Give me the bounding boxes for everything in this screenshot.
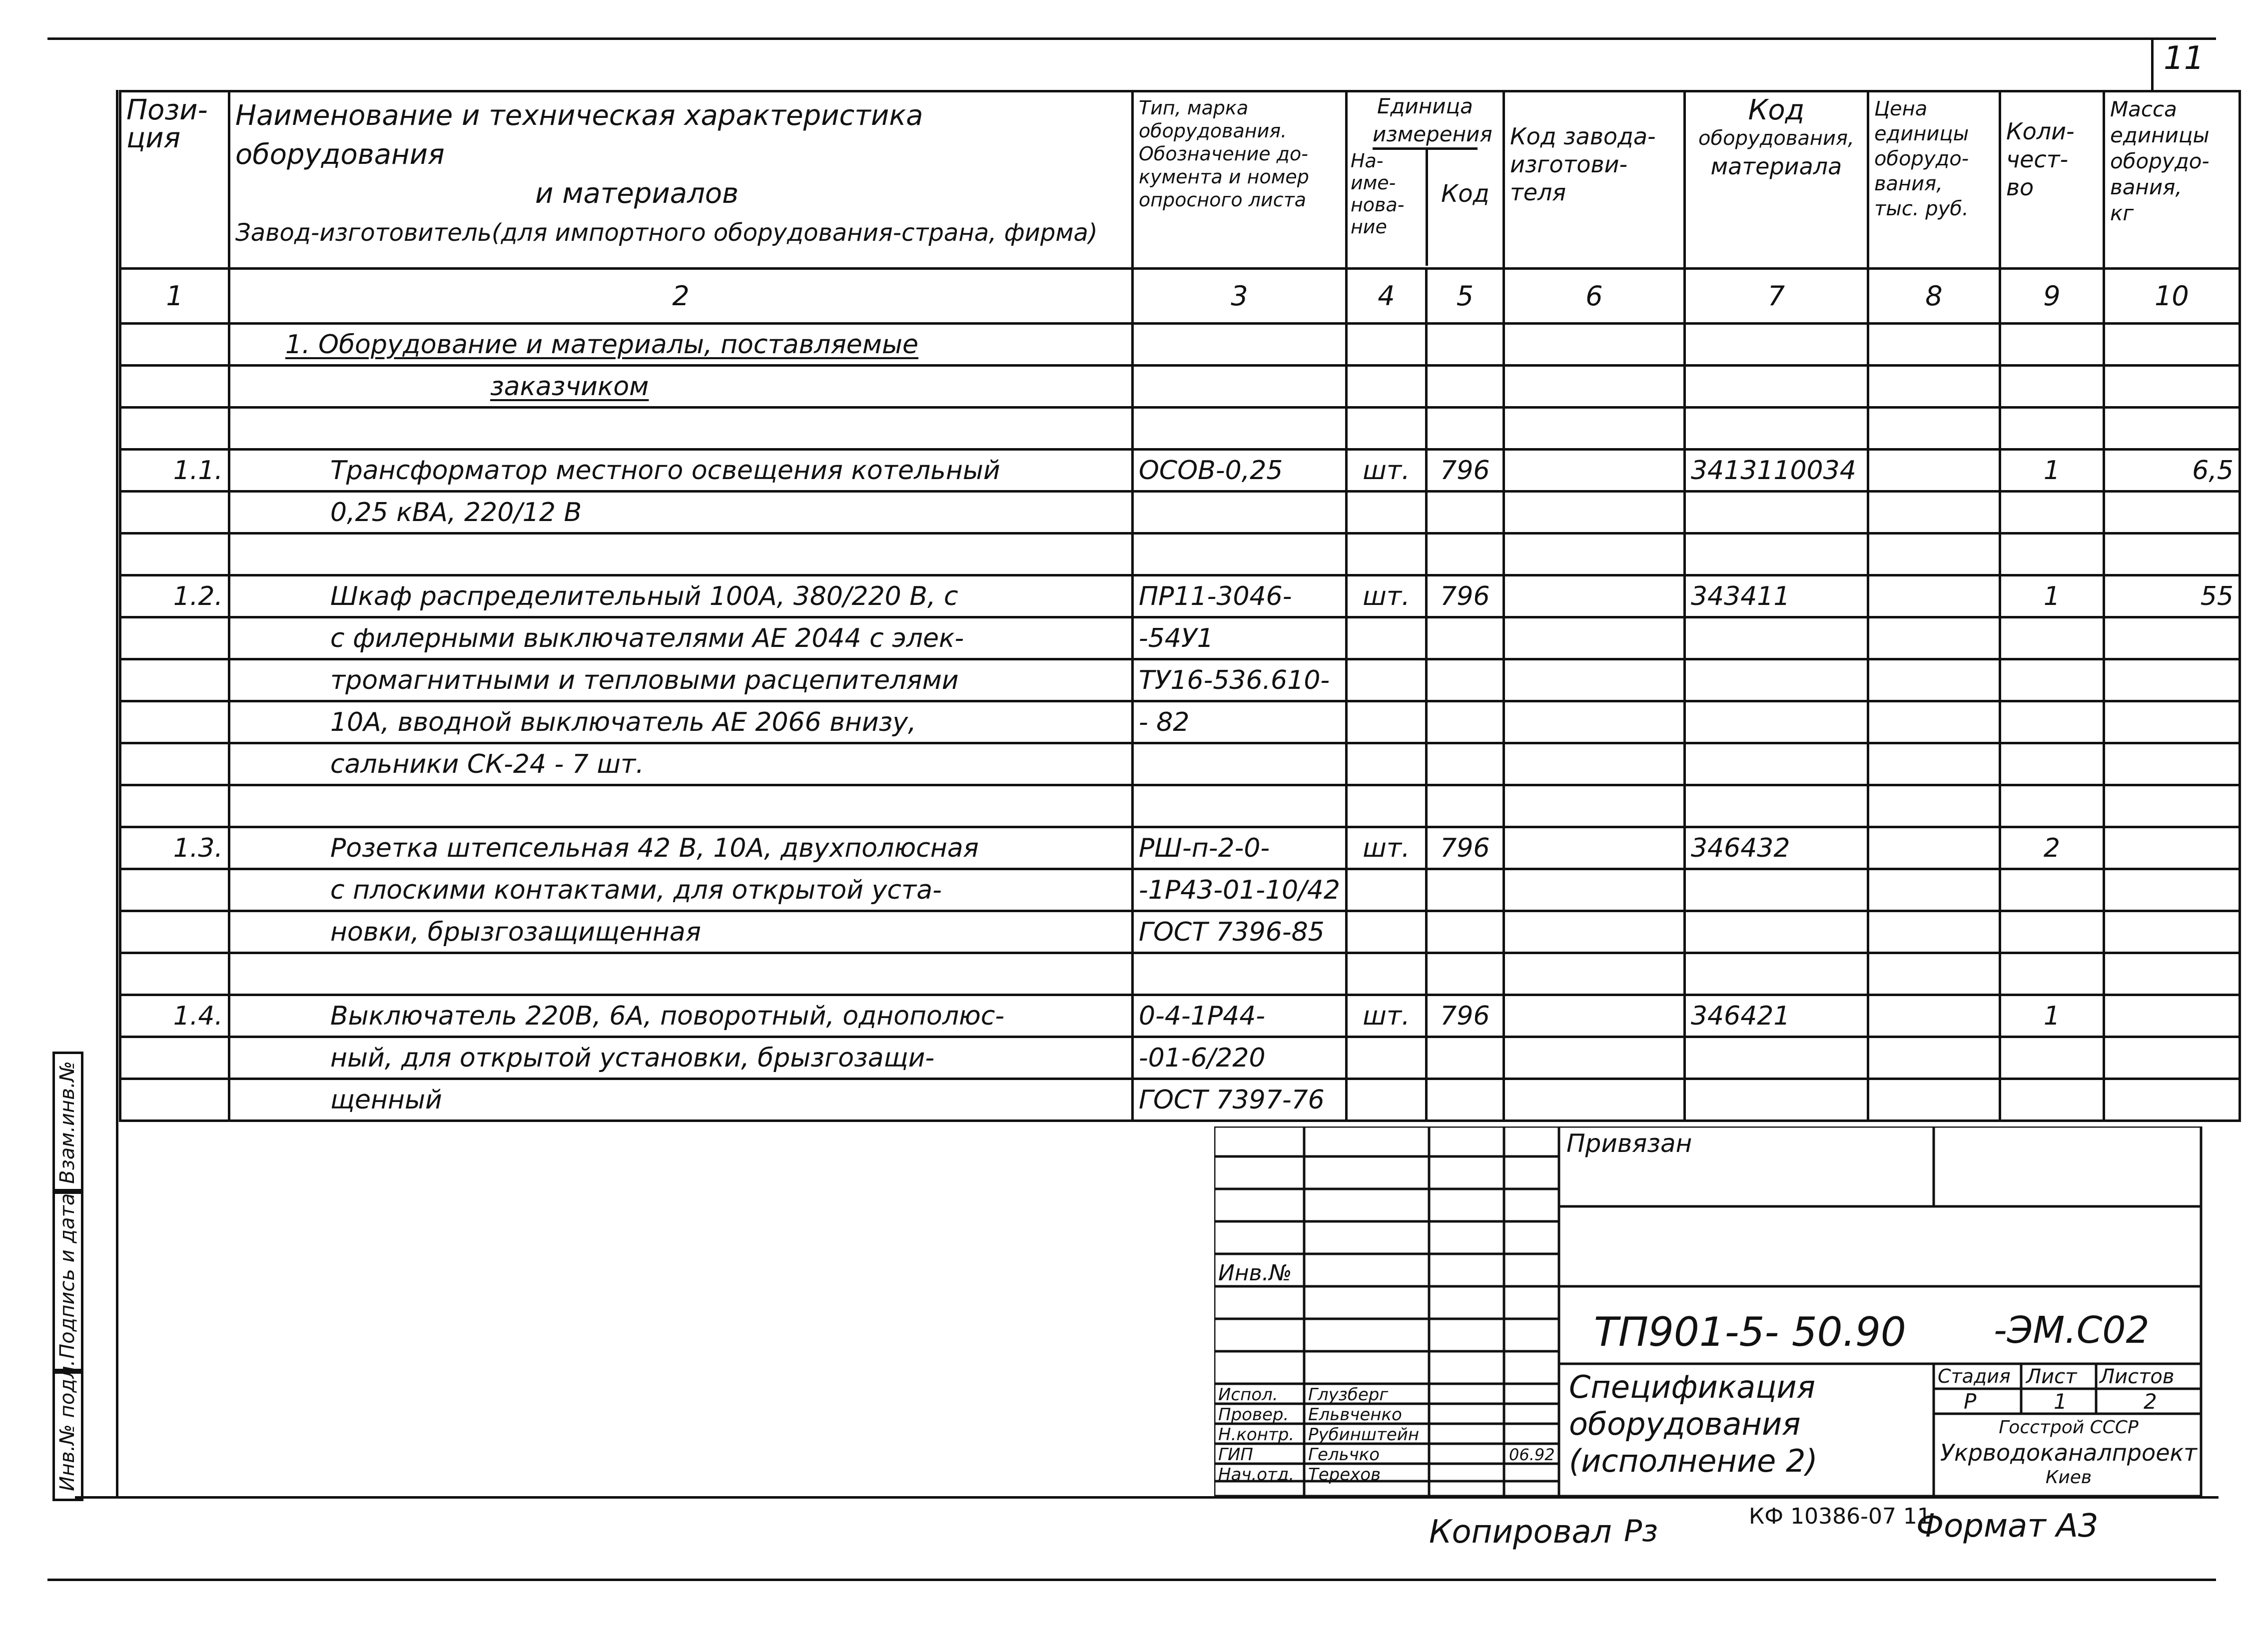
item-mfr-code — [1503, 617, 1684, 659]
item-position — [120, 701, 229, 743]
item-mfr-code — [1503, 995, 1684, 1037]
empty-cell — [1503, 953, 1684, 995]
item-description: тромагнитными и тепловыми расцепителями — [229, 659, 1133, 701]
item-equip-code: 343411 — [1684, 575, 1868, 617]
empty-cell — [229, 953, 1133, 995]
item-price — [1868, 659, 2000, 701]
empty-cell — [1684, 534, 1868, 575]
blank-row — [120, 534, 2240, 575]
empty-cell — [1133, 366, 1347, 408]
item-unit-code — [1426, 617, 1503, 659]
empty-cell — [1346, 408, 1426, 450]
item-unit-code: 796 — [1426, 450, 1503, 492]
item-qty — [2000, 1037, 2104, 1079]
empty-cell — [1346, 324, 1426, 366]
item-description: 10А, вводной выключатель АЕ 2066 внизу, — [229, 701, 1133, 743]
item-unit-code — [1426, 659, 1503, 701]
item-mfr-code — [1503, 659, 1684, 701]
empty-cell — [2104, 408, 2240, 450]
frame-left-line — [116, 90, 118, 1499]
empty-cell — [1133, 534, 1347, 575]
empty-cell — [1133, 324, 1347, 366]
item-mass — [2104, 911, 2240, 953]
item-row — [120, 1037, 2240, 1079]
item-qty — [2000, 659, 2104, 701]
page-number-box-left — [2151, 37, 2154, 90]
role-label: Испол. — [1218, 1385, 1278, 1405]
item-type — [1133, 743, 1347, 785]
header-row — [120, 91, 2240, 269]
item-mfr-code — [1503, 827, 1684, 869]
item-mfr-code — [1503, 575, 1684, 617]
item-qty — [2000, 617, 2104, 659]
item-equip-code — [1684, 617, 1868, 659]
footer-copied: Копировал — [1429, 1514, 1612, 1551]
item-unit — [1346, 743, 1426, 785]
empty-cell — [2104, 953, 2240, 995]
person-name: Ельвченко — [1308, 1405, 1402, 1425]
header-type: Тип, марка оборудования. Обозначение до- кумента и номер опросного листа — [1133, 91, 1347, 269]
doc-suffix: -ЭМ.С02 — [1994, 1309, 2150, 1352]
item-description: щенный — [229, 1079, 1133, 1121]
stage-value: Р — [1964, 1389, 1977, 1414]
item-equip-code — [1684, 1079, 1868, 1121]
item-type: 0-4-1Р44- — [1133, 995, 1347, 1037]
item-unit — [1346, 869, 1426, 911]
empty-cell — [1684, 408, 1868, 450]
item-row — [120, 492, 2240, 534]
item-unit-code — [1426, 869, 1503, 911]
item-mfr-code — [1503, 869, 1684, 911]
item-qty — [2000, 701, 2104, 743]
item-equip-code — [1684, 1037, 1868, 1079]
item-position: 1.2. — [120, 575, 229, 617]
empty-cell — [1503, 534, 1684, 575]
item-mass — [2104, 743, 2240, 785]
item-mass — [2104, 1037, 2240, 1079]
sheets-value: 2 — [2144, 1389, 2157, 1414]
item-price — [1868, 617, 2000, 659]
empty-cell — [2000, 408, 2104, 450]
item-unit-code: 796 — [1426, 995, 1503, 1037]
header-equip-code: Код оборудования, материала — [1684, 91, 1868, 269]
item-position: 1.3. — [120, 827, 229, 869]
item-mass — [2104, 701, 2240, 743]
item-description: Трансформатор местного освещения котельный — [229, 450, 1133, 492]
item-description: с филерными выключателями АЕ 2044 с элек- — [229, 617, 1133, 659]
empty-cell — [1684, 324, 1868, 366]
col-number: 5 — [1426, 269, 1503, 324]
item-equip-code — [1684, 659, 1868, 701]
item-row — [120, 617, 2240, 659]
empty-cell — [2000, 324, 2104, 366]
inv-no-label: Инв.№ — [1218, 1260, 1292, 1286]
empty-cell — [120, 408, 229, 450]
header-mass: Масса единицы оборудо- вания, кг — [2104, 91, 2240, 269]
empty-cell — [1684, 785, 1868, 827]
item-position — [120, 659, 229, 701]
item-unit-code — [1426, 492, 1503, 534]
empty-cell — [1426, 324, 1503, 366]
item-row — [120, 995, 2240, 1037]
empty-cell — [2000, 785, 2104, 827]
item-mass: 55 — [2104, 575, 2240, 617]
privyazan-label: Привязан — [1566, 1129, 1692, 1158]
item-position — [120, 911, 229, 953]
item-type: РШ-п-2-0- — [1133, 827, 1347, 869]
empty-cell — [1426, 534, 1503, 575]
empty-cell — [120, 953, 229, 995]
empty-cell — [1346, 534, 1426, 575]
empty-cell — [2104, 324, 2240, 366]
item-price — [1868, 1037, 2000, 1079]
empty-cell — [229, 408, 1133, 450]
item-type: ГОСТ 7396-85 — [1133, 911, 1347, 953]
empty-cell — [2000, 534, 2104, 575]
item-unit — [1346, 701, 1426, 743]
empty-cell — [1426, 408, 1503, 450]
item-unit-code — [1426, 701, 1503, 743]
item-position: 1.1. — [120, 450, 229, 492]
empty-cell — [120, 534, 229, 575]
item-row — [120, 701, 2240, 743]
item-qty — [2000, 869, 2104, 911]
item-type: -1Р43-01-10/42 — [1133, 869, 1347, 911]
item-qty: 2 — [2000, 827, 2104, 869]
item-description: сальники СК-24 - 7 шт. — [229, 743, 1133, 785]
item-unit: шт. — [1346, 995, 1426, 1037]
specification-table — [119, 90, 2241, 1122]
empty-cell — [1868, 534, 2000, 575]
header-mfr-code: Код завода- изготови- теля — [1503, 91, 1684, 269]
item-mfr-code — [1503, 450, 1684, 492]
item-type: -54У1 — [1133, 617, 1347, 659]
empty-cell — [1426, 953, 1503, 995]
item-row — [120, 575, 2240, 617]
item-unit — [1346, 659, 1426, 701]
item-unit — [1346, 492, 1426, 534]
header-unit-name: На- име- нова- ние — [1348, 150, 1428, 266]
item-unit — [1346, 617, 1426, 659]
item-row — [120, 1079, 2240, 1121]
item-unit-code: 796 — [1426, 827, 1503, 869]
blank-row — [120, 953, 2240, 995]
footer-format: Формат А3 — [1916, 1508, 2099, 1545]
item-type: ГОСТ 7397-76 — [1133, 1079, 1347, 1121]
item-qty — [2000, 743, 2104, 785]
item-unit — [1346, 911, 1426, 953]
column-numbers-row — [120, 269, 2240, 324]
person-name: Глузберг — [1308, 1385, 1389, 1405]
item-unit — [1346, 1079, 1426, 1121]
empty-cell — [2104, 366, 2240, 408]
col-number: 4 — [1346, 269, 1426, 324]
empty-cell — [1503, 408, 1684, 450]
col-number: 1 — [120, 269, 229, 324]
item-price — [1868, 701, 2000, 743]
sheets-label: Листов — [2100, 1365, 2175, 1388]
item-unit: шт. — [1346, 575, 1426, 617]
item-equip-code: 3413110034 — [1684, 450, 1868, 492]
item-mfr-code — [1503, 911, 1684, 953]
item-price — [1868, 827, 2000, 869]
item-qty — [2000, 492, 2104, 534]
item-description: с плоскими контактами, для открытой уста- — [229, 869, 1133, 911]
item-unit: шт. — [1346, 450, 1426, 492]
section-title: заказчиком — [229, 366, 1133, 408]
item-price — [1868, 869, 2000, 911]
side-stamp-signature-label: Подпись и дата — [56, 1193, 79, 1359]
org-block: Госстрой СССР Укрводоканалпроект Киев — [1940, 1417, 2198, 1488]
item-row — [120, 659, 2240, 701]
item-price — [1868, 995, 2000, 1037]
empty-cell — [1684, 366, 1868, 408]
item-price — [1868, 575, 2000, 617]
col-number: 8 — [1868, 269, 2000, 324]
item-position: 1.4. — [120, 995, 229, 1037]
item-qty — [2000, 1079, 2104, 1121]
item-price — [1868, 450, 2000, 492]
item-description: Выключатель 220В, 6А, поворотный, однополюс- — [229, 995, 1133, 1037]
bottom-rule-line — [47, 1579, 2216, 1581]
footer-copied-sign: Рз — [1624, 1514, 1658, 1549]
empty-cell — [2104, 785, 2240, 827]
col-number: 10 — [2104, 269, 2240, 324]
item-row — [120, 450, 2240, 492]
header-unit: Единица измерения На- име- нова- ние Код — [1346, 91, 1503, 269]
empty-cell — [120, 324, 229, 366]
item-unit-code — [1426, 911, 1503, 953]
header-qty: Коли- чест- во — [2000, 91, 2104, 269]
item-position — [120, 1037, 229, 1079]
item-mfr-code — [1503, 743, 1684, 785]
empty-cell — [1684, 953, 1868, 995]
empty-cell — [1133, 785, 1347, 827]
item-row — [120, 869, 2240, 911]
empty-cell — [2000, 953, 2104, 995]
item-mass — [2104, 659, 2240, 701]
empty-cell — [1426, 366, 1503, 408]
item-row — [120, 911, 2240, 953]
empty-cell — [1868, 785, 2000, 827]
item-unit-code: 796 — [1426, 575, 1503, 617]
item-mass: 6,5 — [2104, 450, 2240, 492]
col-number: 3 — [1133, 269, 1347, 324]
role-label: Н.контр. — [1218, 1425, 1295, 1445]
empty-cell — [1868, 953, 2000, 995]
item-equip-code: 346421 — [1684, 995, 1868, 1037]
role-label: Провер. — [1218, 1405, 1289, 1425]
section-title-row — [120, 366, 2240, 408]
item-mass — [2104, 995, 2240, 1037]
item-mfr-code — [1503, 492, 1684, 534]
col-number: 6 — [1503, 269, 1684, 324]
col-number: 2 — [229, 269, 1133, 324]
item-unit — [1346, 1037, 1426, 1079]
page-number: 11 — [2164, 40, 2205, 77]
blank-row — [120, 785, 2240, 827]
item-mfr-code — [1503, 701, 1684, 743]
item-position — [120, 1079, 229, 1121]
col-number: 9 — [2000, 269, 2104, 324]
empty-cell — [120, 785, 229, 827]
person-name: Терехов — [1308, 1465, 1381, 1485]
item-equip-code: 346432 — [1684, 827, 1868, 869]
header-price: Цена единицы оборудо- вания, тыс. руб. — [1868, 91, 2000, 269]
item-equip-code — [1684, 869, 1868, 911]
item-description: новки, брызгозащищенная — [229, 911, 1133, 953]
col-number: 7 — [1684, 269, 1868, 324]
item-unit-code — [1426, 743, 1503, 785]
person-name: Гельчко — [1308, 1445, 1380, 1465]
role-label: ГИП — [1218, 1445, 1253, 1465]
empty-cell — [1868, 324, 2000, 366]
item-unit-code — [1426, 1037, 1503, 1079]
empty-cell — [1503, 324, 1684, 366]
item-description: Шкаф распределительный 100А, 380/220 В, с — [229, 575, 1133, 617]
item-row — [120, 827, 2240, 869]
empty-cell — [1503, 785, 1684, 827]
item-unit: шт. — [1346, 827, 1426, 869]
item-description: Розетка штепсельная 42 В, 10А, двухполюсная — [229, 827, 1133, 869]
empty-cell — [1868, 366, 2000, 408]
person-name: Рубинштейн — [1308, 1425, 1420, 1445]
item-type: ПР11-3046- — [1133, 575, 1347, 617]
item-mfr-code — [1503, 1079, 1684, 1121]
doc-code: ТП901-5- 50.90 — [1594, 1309, 1906, 1355]
title-block — [1214, 1126, 2214, 1501]
top-border-line — [47, 37, 2216, 40]
item-price — [1868, 911, 2000, 953]
item-unit-code — [1426, 1079, 1503, 1121]
item-mfr-code — [1503, 1037, 1684, 1079]
section-title: 1. Оборудование и материалы, поставляемые — [229, 324, 1133, 366]
item-mass — [2104, 617, 2240, 659]
item-mass — [2104, 1079, 2240, 1121]
item-mass — [2104, 492, 2240, 534]
empty-cell — [2104, 534, 2240, 575]
header-name: Наименование и техническая характеристика оборудования и материалов Завод-изготовитель(для импортного оборудования-страна, фирма) — [229, 91, 1133, 269]
empty-cell — [1868, 408, 2000, 450]
role-label: Нач.отд. — [1218, 1465, 1295, 1485]
item-description: 0,25 кВА, 220/12 В — [229, 492, 1133, 534]
item-type — [1133, 492, 1347, 534]
item-type: ТУ16-536.610- — [1133, 659, 1347, 701]
empty-cell — [1346, 366, 1426, 408]
header-unit-code: Код — [1441, 180, 1490, 208]
empty-cell — [229, 534, 1133, 575]
item-equip-code — [1684, 743, 1868, 785]
sheet-label: Лист — [2026, 1365, 2077, 1388]
empty-cell — [1503, 366, 1684, 408]
sheet-value: 1 — [2054, 1389, 2067, 1414]
item-type: - 82 — [1133, 701, 1347, 743]
empty-cell — [1426, 785, 1503, 827]
item-price — [1868, 492, 2000, 534]
empty-cell — [1346, 785, 1426, 827]
empty-cell — [1133, 953, 1347, 995]
item-position — [120, 617, 229, 659]
item-description: ный, для открытой установки, брызгозащи- — [229, 1037, 1133, 1079]
signature-date: 06.92 — [1509, 1445, 1555, 1464]
doc-title: Спецификация оборудования (исполнение 2) — [1569, 1369, 1818, 1479]
item-price — [1868, 743, 2000, 785]
item-mass — [2104, 869, 2240, 911]
item-type: ОСОВ-0,25 — [1133, 450, 1347, 492]
item-row — [120, 743, 2240, 785]
item-qty: 1 — [2000, 575, 2104, 617]
item-position — [120, 869, 229, 911]
side-stamp-inv-original-label: Инв.№ подл. — [56, 1359, 79, 1491]
side-stamp-inv-replace-label: Взам.инв.№ — [56, 1061, 79, 1184]
header-position: Пози- ция — [120, 91, 229, 269]
empty-cell — [120, 366, 229, 408]
blank-row — [120, 408, 2240, 450]
item-qty: 1 — [2000, 450, 2104, 492]
item-qty — [2000, 911, 2104, 953]
stage-label: Стадия — [1938, 1365, 2011, 1387]
empty-cell — [229, 785, 1133, 827]
item-equip-code — [1684, 492, 1868, 534]
footer-kf: КФ 10386-07 11 — [1749, 1504, 1931, 1529]
item-equip-code — [1684, 911, 1868, 953]
item-position — [120, 492, 229, 534]
section-title-row — [120, 324, 2240, 366]
item-mass — [2104, 827, 2240, 869]
item-equip-code — [1684, 701, 1868, 743]
item-price — [1868, 1079, 2000, 1121]
empty-cell — [1133, 408, 1347, 450]
empty-cell — [1346, 953, 1426, 995]
item-position — [120, 743, 229, 785]
item-type: -01-6/220 — [1133, 1037, 1347, 1079]
empty-cell — [2000, 366, 2104, 408]
item-qty: 1 — [2000, 995, 2104, 1037]
